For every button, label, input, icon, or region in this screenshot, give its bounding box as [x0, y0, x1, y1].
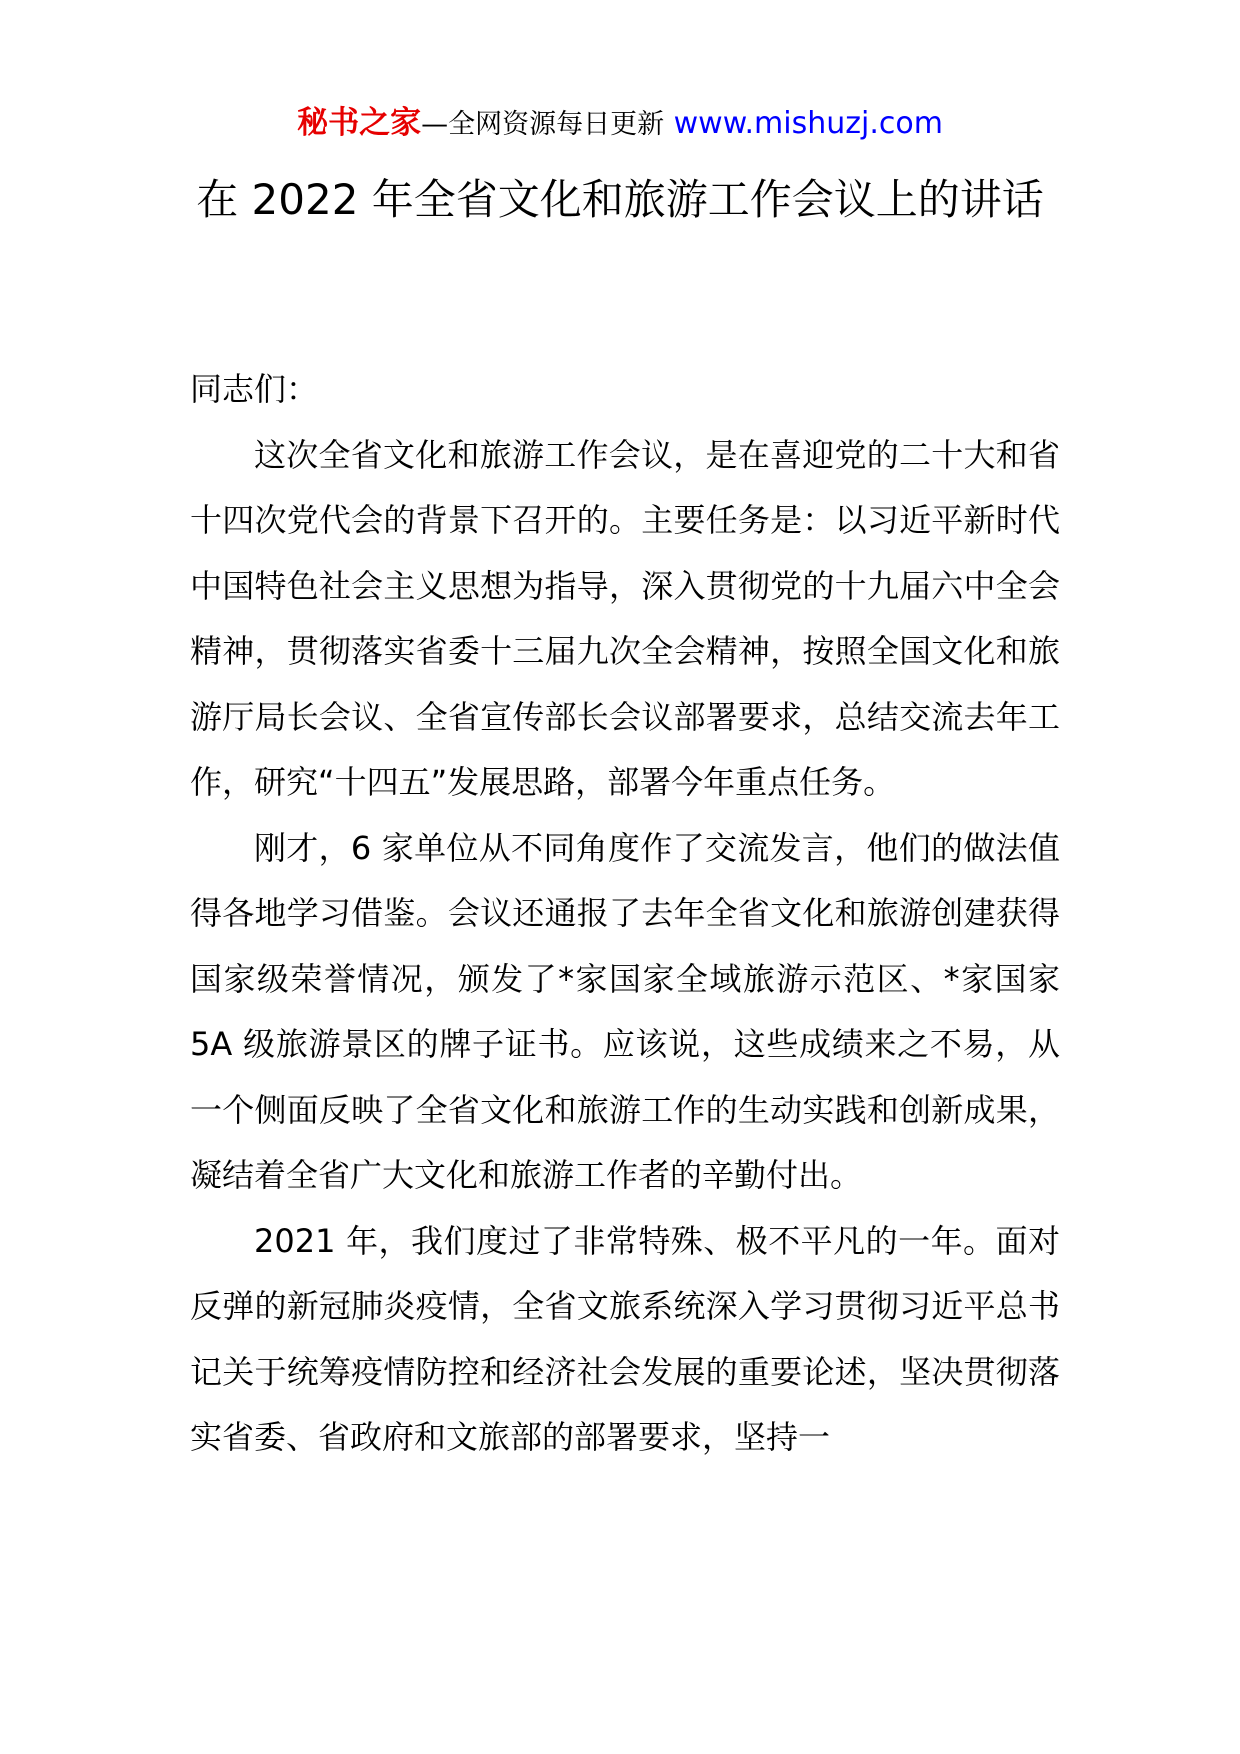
site-header — [0, 103, 1240, 145]
document-title: 在 2022 年全省文化和旅游工作会议上的讲话 — [196, 175, 1044, 224]
site-tagline: —全网资源每日更新 — [421, 109, 665, 140]
body-paragraph: 2021 年，我们度过了非常特殊、极不平凡的一年。面对反弹的新冠肺炎疫情，全省文旅系统深入学习贯彻习近平总书记关于统筹疫情防控和经济社会发展的重要论述，坚决贯彻落实省委、省政府和文旅部的部署要求，坚持一 — [190, 1221, 1060, 1456]
document-body — [190, 357, 1060, 1471]
site-url-link[interactable]: www.mishuzj.com — [673, 106, 943, 141]
salutation: 同志们： — [190, 370, 319, 408]
body-paragraph: 刚才，6 家单位从不同角度作了交流发言，他们的做法值得各地学习借鉴。会议还通报了去年全省文化和旅游创建获得国家级荣誉情况，颁发了*家国家全域旅游示范区、*家国家 5A 级旅游景区的牌子证书。应该说，这些成绩来之不易，从一个侧面反映了全省文化和旅游工作的生动实践和创新成果，凝结着全省广大文化和旅游工作者的辛勤付出。 — [190, 828, 1060, 1194]
body-paragraph: 这次全省文化和旅游工作会议，是在喜迎党的二十大和省十四次党代会的背景下召开的。主要任务是：以习近平新时代中国特色社会主义思想为指导，深入贯彻党的十九届六中全会精神，贯彻落实省委十三届九次全会精神，按照全国文化和旅游厅局长会议、全省宣传部长会议部署要求，总结交流去年工作，研究“十四五”发展思路，部署今年重点任务。 — [190, 435, 1060, 801]
site-brand: 秘书之家 — [297, 105, 422, 141]
